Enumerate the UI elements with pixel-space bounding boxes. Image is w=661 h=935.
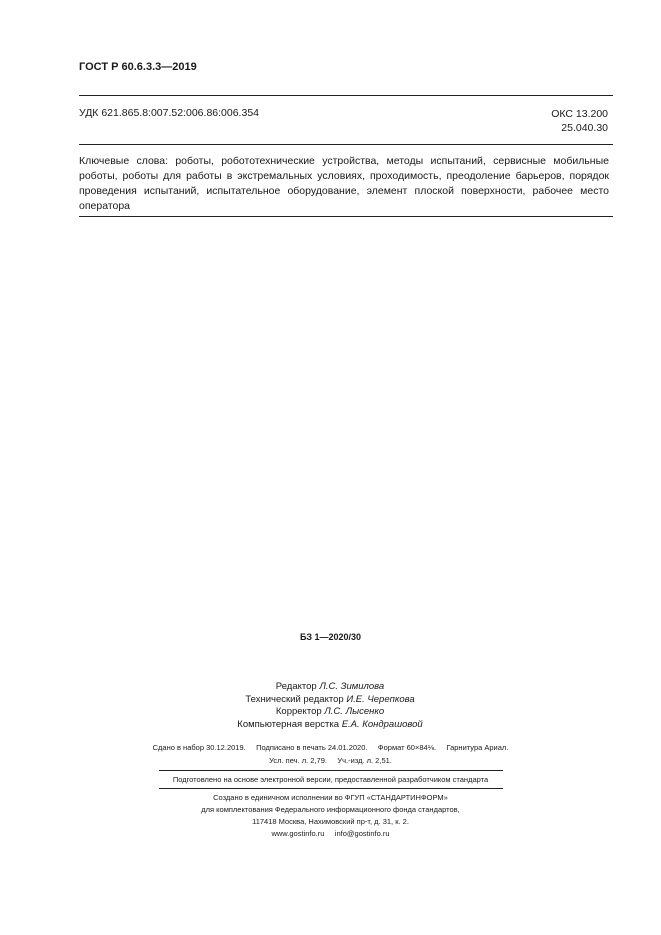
credit-layout-name: Е.А. Кондрашовой bbox=[341, 718, 423, 730]
address-block bbox=[0, 816, 661, 840]
oks-line-1: ОКС 13.200 bbox=[551, 108, 608, 120]
publisher-block bbox=[0, 792, 661, 816]
bz-number: БЗ 1—2020/30 bbox=[299, 632, 362, 642]
address-line-1: 117418 Москва, Нахимовский пр-т, д. 31, к. 2. bbox=[252, 817, 409, 826]
credit-tech-editor bbox=[200, 694, 460, 707]
print-info-divider bbox=[159, 770, 503, 771]
address-line-2: www.gostinfo.ru info@gostinfo.ru bbox=[271, 829, 390, 838]
credit-layout bbox=[200, 719, 460, 732]
keywords-paragraph: Ключевые слова: роботы, робототехнические устройства, методы испытаний, сервисные мобильные роботы, роботы для работы в экстремальных условиях, проходимость, преодоление барьеров, порядок проведения испытаний, испытательное оборудование, элемент плоской поверхности, рабочее место оператора bbox=[79, 155, 609, 212]
credit-tech-editor-role: Технический редактор bbox=[245, 693, 344, 705]
udk-code: УДК 621.865.8:007.52:006.86:006.354 bbox=[79, 107, 259, 119]
credit-layout-role: Компьютерная верстка bbox=[237, 718, 340, 730]
keywords-bottom-divider bbox=[79, 216, 613, 217]
credit-corrector bbox=[200, 706, 460, 719]
credit-editor-role: Редактор bbox=[275, 681, 317, 692]
credits-block bbox=[200, 681, 460, 731]
prepared-divider bbox=[159, 788, 503, 789]
header-divider bbox=[79, 95, 613, 96]
credit-editor-name: Л.С. Зимилова bbox=[319, 681, 385, 692]
publisher-line-1: Создано в единичном исполнении во ФГУП «СТАНДАРТИНФОРМ» bbox=[213, 793, 448, 802]
credit-corrector-role: Корректор bbox=[275, 706, 322, 717]
oks-codes bbox=[500, 107, 608, 135]
credit-tech-editor-name: И.Е. Черепкова bbox=[346, 693, 415, 705]
keywords-top-divider bbox=[79, 144, 613, 145]
publisher-line-2: для комплектования Федерального информационного фонда стандартов, bbox=[201, 805, 460, 814]
oks-line-2: 25.040.30 bbox=[561, 122, 608, 134]
prepared-note: Подготовлено на основе электронной версии, предоставленной разработчиком стандарта bbox=[172, 775, 489, 784]
print-info-line-1: Сдано в набор 30.12.2019. Подписано в печать 24.01.2020. Формат 60×84⅛. Гарнитура Ариал. bbox=[152, 743, 509, 752]
standard-code: ГОСТ Р 60.6.3.3—2019 bbox=[79, 61, 197, 73]
credit-editor bbox=[200, 681, 460, 694]
credit-corrector-name: Л.С. Лысенко bbox=[324, 706, 385, 717]
print-info-line-2: Усл. печ. л. 2,79. Уч.-изд. л. 2,51. bbox=[269, 756, 392, 765]
